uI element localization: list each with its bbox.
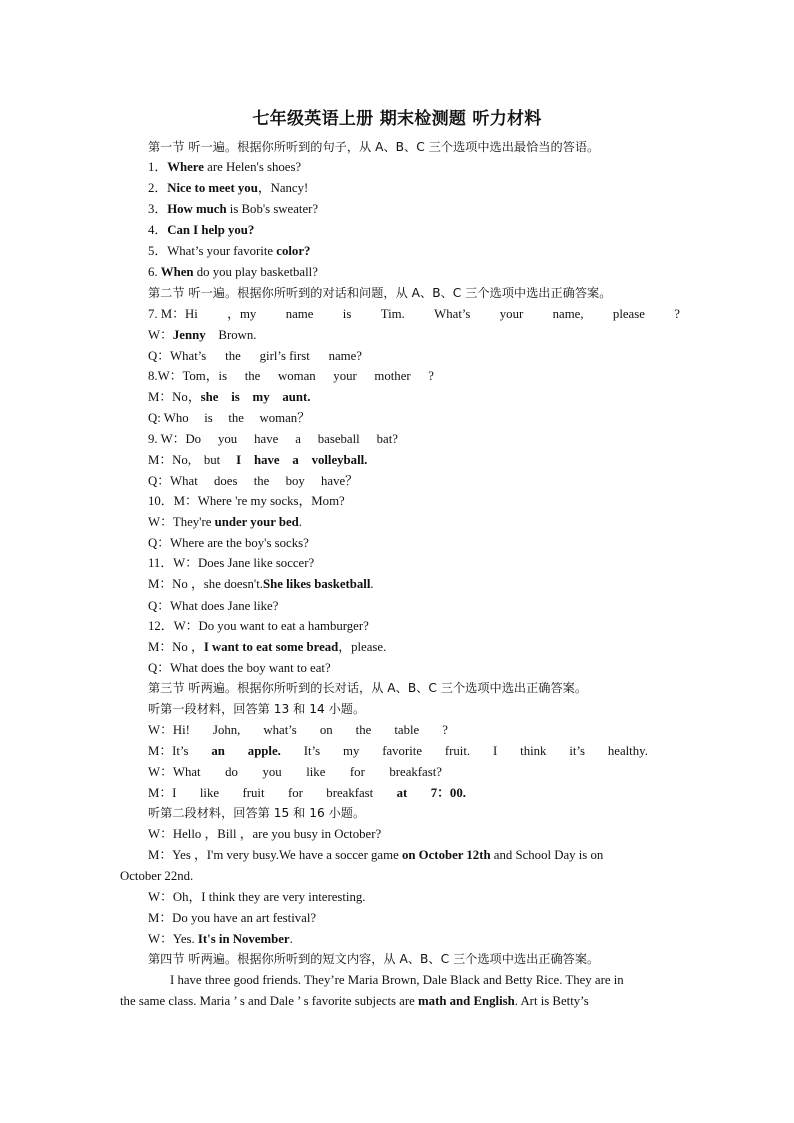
passage-paragraph-line-1: I have three good friends. They’re Maria Brown, Dale Black and Betty Rice. They are in	[170, 973, 624, 987]
long-dialogue-1-line-3: W：What do you like for breakfast?	[148, 765, 442, 779]
long-dialogue-2-line-5: W：Yes. It's in November.	[148, 932, 293, 946]
question-2: 2．Nice to meet you，Nancy!	[148, 181, 309, 195]
dialogue-10-line-1: 10．M：Where 're my socks，Mom?	[148, 494, 345, 508]
section-2-heading: 第二节 听一遍。根据你所听到的对话和问题，从 A、B、C 三个选项中选出正确答案。	[148, 286, 612, 300]
question-3: 3．How much is Bob's sweater?	[148, 202, 319, 216]
question-6: 6. When do you play basketball?	[148, 265, 318, 279]
section-4-heading: 第四节 听两遍。根据你所听到的短文内容，从 A、B、C 三个选项中选出正确答案。	[148, 952, 600, 966]
dialogue-7-line-3: Q：What’s the girl’s first name?	[148, 349, 362, 363]
dialogue-10-line-3: Q：Where are the boy's socks?	[148, 536, 309, 550]
section-3-heading: 第三节 听两遍。根据你所听到的长对话，从 A、B、C 三个选项中选出正确答案。	[148, 681, 588, 695]
passage-2-prompt: 听第二段材料，回答第 15 和 16 小题。	[148, 806, 366, 820]
long-dialogue-2-line-2-cont: October 22nd.	[120, 869, 194, 883]
dialogue-8-line-1: 8.W：Tom，is the woman your mother ?	[148, 369, 434, 383]
long-dialogue-2-line-4: M：Do you have an art festival?	[148, 911, 317, 925]
long-dialogue-2-line-3: W：Oh，I think they are very interesting.	[148, 890, 366, 904]
long-dialogue-1-line-1: W：Hi! John, what’s on the table ?	[148, 723, 448, 737]
long-dialogue-2-line-2: M：Yes ，I'm very busy.We have a soccer game on October 12th and School Day is on	[148, 848, 604, 862]
passage-1-prompt: 听第一段材料，回答第 13 和 14 小题。	[148, 702, 366, 716]
dialogue-12-line-1: 12．W：Do you want to eat a hamburger?	[148, 619, 369, 633]
dialogue-9-line-2: M：No, but I have a volleyball.	[148, 453, 368, 467]
dialogue-8-line-3: Q: Who is the woman？	[148, 411, 310, 425]
dialogue-11-line-1: 11．W：Does Jane like soccer?	[148, 556, 315, 570]
section-1-heading: 第一节 听一遍。根据你所听到的句子，从 A、B、C 三个选项中选出最恰当的答语。	[148, 140, 600, 154]
dialogue-11-line-3: Q：What does Jane like?	[148, 599, 279, 613]
question-5: 5．What’s your favorite color?	[148, 244, 311, 258]
dialogue-11-line-2: M：No ，she doesn't.She likes basketball.	[148, 577, 374, 591]
question-4: 4．Can I help you?	[148, 223, 255, 237]
long-dialogue-2-line-1: W：Hello ，Bill ，are you busy in October?	[148, 827, 382, 841]
dialogue-12-line-3: Q：What does the boy want to eat?	[148, 661, 331, 675]
dialogue-9-line-1: 9. W：Do you have a baseball bat?	[148, 432, 398, 446]
passage-paragraph-line-2: the same class. Maria ’ s and Dale ’ s favorite subjects are math and English. Art is Betty’s	[120, 994, 589, 1008]
question-1: 1．Where are Helen's shoes?	[148, 160, 302, 174]
long-dialogue-1-line-2: M：It’s an apple. It’s my favorite fruit. I think it’s healthy.	[148, 744, 648, 758]
dialogue-9-line-3: Q：What does the boy have？	[148, 474, 358, 488]
dialogue-8-line-2: M：No，she is my aunt.	[148, 390, 311, 404]
page-title: 七年级英语上册 期末检测题 听力材料	[252, 109, 542, 129]
dialogue-10-line-2: W：They're under your bed.	[148, 515, 302, 529]
dialogue-7-line-1: 7. M：Hi ，my name is Tim. What’s your name, please ?	[148, 307, 680, 321]
long-dialogue-1-line-4: M：I like fruit for breakfast at 7：00.	[148, 786, 466, 800]
dialogue-7-line-2: W：Jenny Brown.	[148, 328, 257, 342]
dialogue-12-line-2: M：No ，I want to eat some bread，please.	[148, 640, 387, 654]
